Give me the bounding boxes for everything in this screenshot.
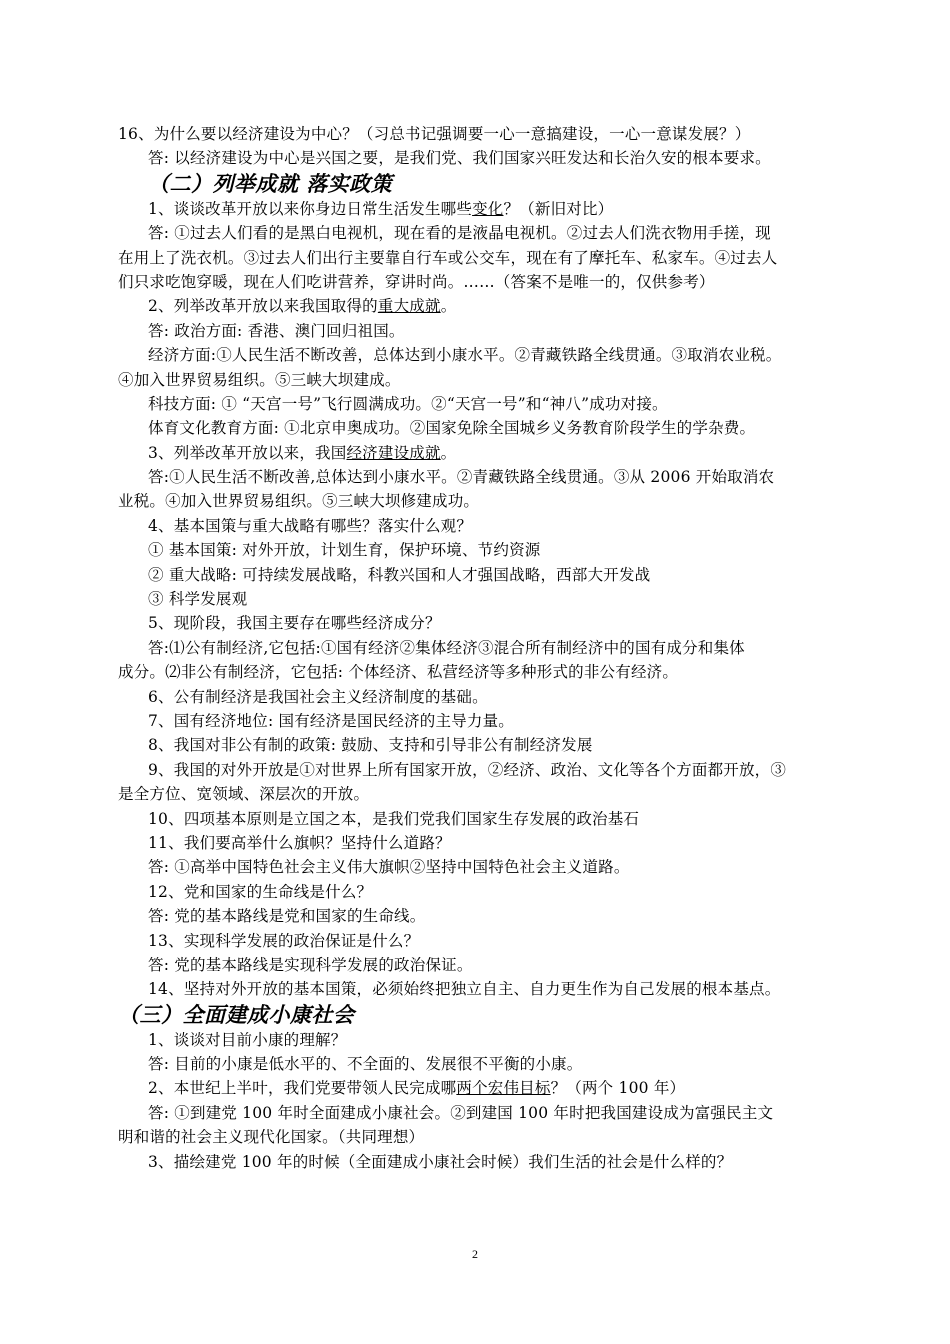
page-content [118,122,838,1174]
underlined-keyword: 变化 [472,199,504,218]
section-heading-3: （三）全面建成小康社会 [118,1002,355,1027]
question-2-2: 2、列举改革开放以来我国取得的重大成就。 [148,297,457,316]
question-2-12: 12、党和国家的生命线是什么？ [148,882,373,901]
question-2-11: 11、我们要高举什么旗帜？坚持什么道路？ [148,833,451,852]
underlined-keyword: 经济建设成就 [346,443,441,462]
answer-2-5-line: 答:⑴公有制经济,它包括:①国有经济②集体经济③混合所有制经济中的国有成分和集体 [148,638,745,657]
answer-2-2-politics: 答: 政治方面: 香港、澳门回归祖国。 [148,321,405,340]
answer-2-2-culture: 体育文化教育方面: ①北京申奥成功。②国家免除全国城乡义务教育阶段学生的学杂费。 [148,419,756,438]
point-2-14: 14、坚持对外开放的基本国策，必须始终把独立自主、自力更生作为自己发展的根本基点。 [148,980,781,999]
answer-2-5-line: 成分。⑵非公有制经济，它包括: 个体经济、私营经济等多种形式的非公有经济。 [118,663,679,682]
answer-2-4-item: ③ 科学发展观 [148,590,248,609]
answer-2-4-item: ② 重大战略: 可持续发展战略，科教兴国和人才强国战略，西部大开发战 [148,565,651,584]
answer-2-4-item: ① 基本国策: 对外开放，计划生育，保护环境、节约资源 [148,541,541,560]
answer-2-3-line: 答:①人民生活不断改善,总体达到小康水平。②青藏铁路全线贯通。③从 2006 开始取消农 [148,468,775,487]
question-3-1: 1、谈谈对目前小康的理解？ [148,1030,347,1049]
point-2-9: 9、我国的对外开放是①对世界上所有国家开放，②经济、政治、文化等各个方面都开放，③ [148,760,787,779]
underlined-keyword: 重大成就 [377,297,441,316]
question-2-1: 1、谈谈改革开放以来你身边日常生活发生哪些变化？（新旧对比） [148,199,614,218]
answer-2-2-economy: 经济方面:①人民生活不断改善，总体达到小康水平。②青藏铁路全线贯通。③取消农业税。 [148,346,782,365]
underlined-keyword: 两个宏伟目标 [456,1079,551,1098]
question-3-3: 3、描绘建党 100 年的时候（全面建成小康社会时候）我们生活的社会是什么样的？ [148,1152,733,1171]
point-2-6: 6、公有制经济是我国社会主义经济制度的基础。 [148,687,488,706]
question-3-2: 2、本世纪上半叶，我们党要带领人民完成哪两个宏伟目标？（两个 100 年） [148,1079,686,1098]
point-2-10: 10、四项基本原则是立国之本，是我们党我们国家生存发展的政治基石 [148,809,640,828]
answer-2-12: 答: 党的基本路线是党和国家的生命线。 [148,907,426,926]
answer-16: 答: 以经济建设为中心是兴国之要，是我们党、我们国家兴旺发达和长治久安的根本要求。 [148,149,771,168]
point-2-9: 是全方位、宽领域、深层次的开放。 [118,785,370,804]
answer-3-2-line: 答: ①到建党 100 年时全面建成小康社会。②到建国 100 年时把我国建设成为富强民主文 [148,1103,774,1122]
question-2-4: 4、基本国策与重大战略有哪些？落实什么观？ [148,516,473,535]
question-2-13: 13、实现科学发展的政治保证是什么？ [148,931,420,950]
page-number: 2 [472,1247,478,1261]
question-16: 16、为什么要以经济建设为中心？（习总书记强调要一心一意搞建设，一心一意谋发展？） [118,125,751,143]
answer-2-1-line: 在用上了洗衣机。③过去人们出行主要靠自行车或公交车，现在有了摩托车、私家车。④过去人 [118,248,778,267]
answer-2-1-line: 们只求吃饱穿暖，现在人们吃讲营养，穿讲时尚。……（答案不是唯一的，仅供参考） [118,272,715,291]
answer-2-2-economy: ④加入世界贸易组织。⑤三峡大坝建成。 [118,370,401,389]
question-2-5: 5、现阶段，我国主要存在哪些经济成分？ [148,614,441,633]
answer-2-2-tech: 科技方面: ① “天宫一号”飞行圆满成功。②“天宫一号”和“神八”成功对接。 [148,394,668,413]
answer-2-13: 答: 党的基本路线是实现科学发展的政治保证。 [148,955,473,974]
answer-2-3-line: 业税。④加入世界贸易组织。⑤三峡大坝修建成功。 [118,492,480,511]
point-2-8: 8、我国对非公有制的政策: 鼓励、支持和引导非公有制经济发展 [148,736,593,755]
answer-2-1-line: 答: ①过去人们看的是黑白电视机，现在看的是液晶电视机。②过去人们洗衣物用手搓，现 [148,224,771,243]
answer-3-1: 答: 目前的小康是低水平的、不全面的、发展很不平衡的小康。 [148,1055,583,1074]
section-heading-2: （二）列举成就 落实政策 [148,171,393,196]
answer-2-11: 答: ①高举中国特色社会主义伟大旗帜②坚持中国特色社会主义道路。 [148,858,630,877]
answer-3-2-line: 明和谐的社会主义现代化国家。（共同理想） [118,1128,425,1147]
point-2-7: 7、国有经济地位: 国有经济是国民经济的主导力量。 [148,711,515,730]
question-2-3: 3、列举改革开放以来，我国经济建设成就。 [148,443,457,462]
